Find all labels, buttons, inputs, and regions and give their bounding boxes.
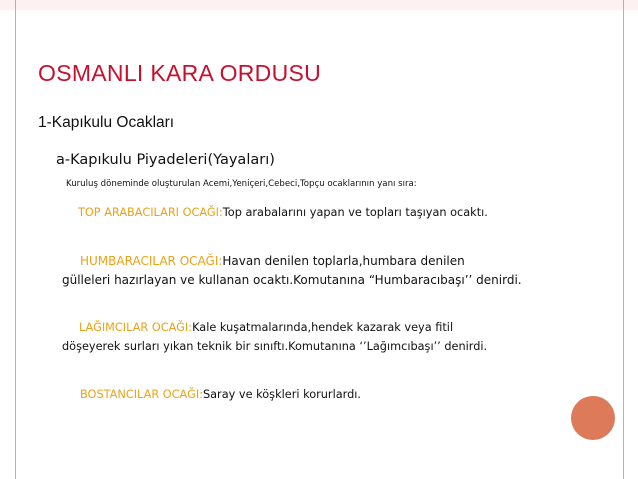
term-label: TOP ARABACILARI OCAĞI:	[78, 206, 223, 219]
paragraph-top-arabacilari	[78, 203, 488, 222]
paragraph-bostancilar	[80, 385, 361, 404]
top-band	[0, 0, 638, 10]
paragraph-lagimcilar	[62, 318, 487, 356]
paragraph-text: Kale kuşatmalarında,hendek kazarak veya fitil	[192, 321, 454, 334]
paragraph-text: Top arabalarını yapan ve topları taşıyan ocaktı.	[222, 206, 488, 219]
slide-title: OSMANLI KARA ORDUSU	[38, 60, 322, 86]
paragraph-text-line2: gülleleri hazırlayan ve kullanan ocaktı.Komutanına “Humbaracıbaşı’’ denirdi.	[62, 273, 522, 287]
slide-subtitle: 1-Kapıkulu Ocakları	[38, 114, 175, 131]
paragraph-text: Saray ve köşkleri korurlardı.	[202, 388, 361, 401]
paragraph-humbaracilar	[62, 252, 522, 290]
decorative-circle	[571, 396, 615, 440]
term-label: HUMBARACILAR OCAĞI:	[80, 254, 223, 268]
section-heading: a-Kapıkulu Piyadeleri(Yayaları)	[56, 152, 275, 168]
paragraph-text-line2: döşeyerek surları yıkan teknik bir sınıftı.Komutanına ‘’Lağımcıbaşı’’ denirdi.	[62, 340, 488, 353]
left-frame-line	[15, 0, 16, 479]
right-frame-line	[623, 0, 624, 479]
term-label: BOSTANCILAR OCAĞI:	[80, 388, 203, 401]
paragraph-text: Havan denilen toplarla,humbara denilen	[222, 254, 465, 268]
intro-text: Kuruluş döneminde oluşturulan Acemi,Yeniçeri,Cebeci,Topçu ocaklarının yanı sıra:	[66, 179, 417, 189]
term-label: LAĞIMCILAR OCAĞI:	[79, 321, 193, 334]
